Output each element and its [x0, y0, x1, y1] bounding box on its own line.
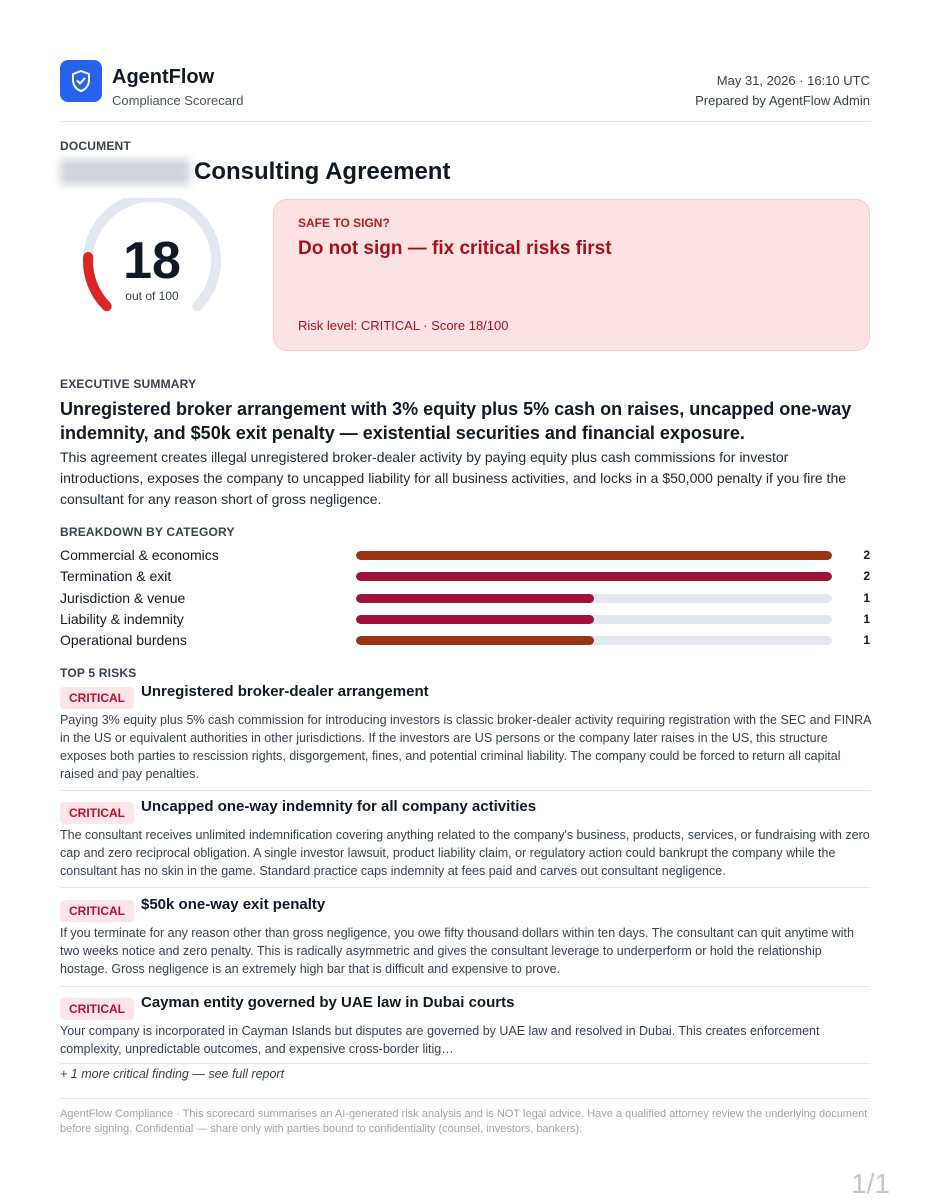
breakdown-label: BREAKDOWN BY CATEGORY [60, 525, 235, 539]
prepared-by: Prepared by AgentFlow Admin [695, 93, 870, 108]
risk-title: Uncapped one-way indemnity for all company activities [141, 798, 537, 815]
breakdown-bar-fill [356, 615, 594, 624]
breakdown-row [60, 609, 870, 630]
more-findings-link[interactable]: + 1 more critical finding — see full report [60, 1067, 285, 1081]
verdict-risk-level: Risk level: CRITICAL · Score 18/100 [298, 318, 509, 333]
document-label: DOCUMENT [60, 139, 131, 153]
page-number: 1/1 [851, 1168, 890, 1199]
risk-description: The consultant receives unlimited indemnification covering anything related to the company's business, products, services, or fundraising with zero cap and zero reciprocal obligation. A single investor lawsuit, product liability claim, or regulatory action could bankrupt the company while the consultant has no skin in the game. Standard practice caps indemnity at fees paid and carves out consultant negligence. [60, 828, 870, 878]
executive-summary-headline: Unregistered broker arrangement with 3% equity plus 5% cash on raises, uncapped one-way indemnity, and $50k exit penalty — existential securities and financial exposure. [60, 399, 852, 443]
executive-summary-body: This agreement creates illegal unregistered broker-dealer activity by paying equity plus cash commissions for investor introductions, exposes the company to uncapped liability for all business activities, and locks in a $50,000 penalty if you fire the consultant for any reason short of gross negligence. [60, 449, 847, 507]
breakdown-category-name: Operational burdens [60, 632, 187, 649]
breakdown-row [60, 630, 870, 651]
breakdown-bar-track [356, 551, 832, 560]
severity-badge: CRITICAL [60, 687, 134, 709]
brand-subtitle: Compliance Scorecard [112, 93, 244, 108]
breakdown-list [60, 545, 870, 651]
score-out-of: out of 100 [125, 289, 179, 303]
breakdown-bar-track [356, 636, 832, 645]
risk-item [60, 994, 870, 1064]
breakdown-bar-fill [356, 551, 832, 560]
severity-badge: CRITICAL [60, 998, 134, 1020]
severity-badge: CRITICAL [60, 802, 134, 824]
breakdown-category-name: Commercial & economics [60, 547, 219, 563]
breakdown-category-name: Termination & exit [60, 568, 172, 585]
severity-badge: CRITICAL [60, 900, 134, 922]
shield-check-icon [60, 60, 102, 102]
breakdown-count: 2 [863, 569, 870, 584]
document-title [60, 158, 450, 186]
breakdown-row [60, 545, 870, 566]
footer-disclaimer: AgentFlow Compliance · This scorecard summarises an AI-generated risk analysis and is NOT legal advice. Have a qualified attorney review the underlying document before signing. Confidential — share only with parties bound to confidentiality (counsel, investors, bankers). [60, 1098, 870, 1137]
executive-summary-label: EXECUTIVE SUMMARY [60, 377, 197, 391]
score-value: 18 [123, 232, 181, 290]
top-risks-label: TOP 5 RISKS [60, 666, 137, 680]
risk-description: If you terminate for any reason other than gross negligence, you owe fifty thousand dollars within ten days. The consultant can quit anytime with two weeks notice and zero penalty. This is radically asymmetric and gives the consultant leverage to underperform or hold the relationship hostage. Gross negligence is an extremely high bar that is difficult and expensive to prove. [60, 926, 854, 976]
verdict-label: SAFE TO SIGN? [298, 216, 390, 230]
risk-description: Paying 3% equity plus 5% cash commission for introducing investors is classic broker-dealer activity requiring registration with the SEC and FINRA in the US or equivalent authorities in other jurisdictions. If the investors are US persons or the company later raises in the US, this structure exposes both parties to rescission rights, disgorgement, fines, and potential criminal liability. The company could be forced to return all capital raised and pay penalties. [60, 713, 871, 781]
score-gauge [78, 198, 226, 328]
breakdown-bar-track [356, 615, 832, 624]
breakdown-category-name: Liability & indemnity [60, 610, 184, 627]
risk-title: $50k one-way exit penalty [141, 896, 326, 913]
breakdown-row [60, 566, 870, 587]
document-title-text: Consulting Agreement [194, 158, 451, 185]
breakdown-bar-fill [356, 636, 594, 645]
risk-description: Your company is incorporated in Cayman Islands but disputes are governed by UAE law and resolved in Dubai. This creates enforcement complexity, unpredictable outcomes, and expensive cross-border litig… [60, 1024, 820, 1056]
risk-item [60, 896, 870, 987]
breakdown-count: 1 [863, 633, 870, 648]
breakdown-bar-fill [356, 572, 832, 581]
risk-item [60, 683, 870, 791]
breakdown-category-name: Jurisdiction & venue [60, 589, 186, 606]
risk-title: Cayman entity governed by UAE law in Dubai courts [141, 994, 515, 1011]
report-date: May 31, 2026 · 16:10 UTC [716, 73, 870, 88]
breakdown-bar-fill [356, 594, 594, 603]
breakdown-bar-track [356, 594, 832, 603]
breakdown-count: 1 [863, 590, 870, 605]
redacted-company-name [60, 159, 190, 185]
report-header [60, 58, 870, 122]
risk-title: Unregistered broker-dealer arrangement [141, 683, 429, 700]
verdict-title: Do not sign — fix critical risks first [298, 238, 612, 259]
verdict-card [273, 199, 870, 351]
risk-item [60, 798, 870, 888]
breakdown-count: 2 [863, 548, 870, 562]
breakdown-count: 1 [863, 611, 870, 626]
brand-name: AgentFlow [112, 66, 215, 88]
breakdown-bar-track [356, 572, 832, 581]
breakdown-row [60, 588, 870, 609]
